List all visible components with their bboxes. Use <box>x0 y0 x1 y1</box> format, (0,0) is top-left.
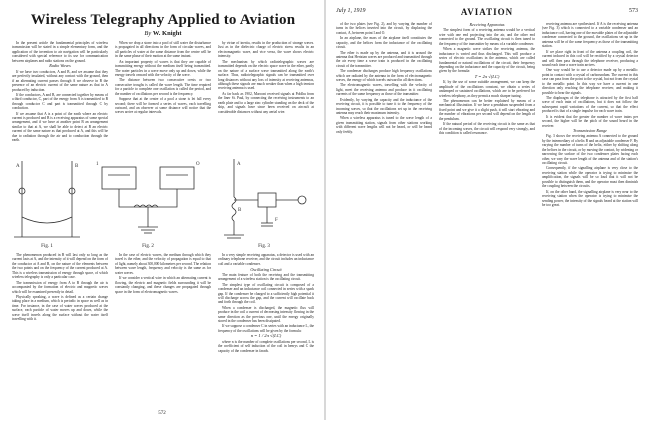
left-page <box>0 0 324 420</box>
figure-3-diagram <box>214 157 314 243</box>
paragraph: If the conductors, A and B, are connected together by means of a third conductor, C, part of the energy from A is transmitted to B through conductor C and part is transmitted through C by conduction. <box>12 92 108 111</box>
left-col-3-cont <box>218 253 314 429</box>
figure-1-diagram <box>12 157 82 243</box>
section-heading-oscillating-circuit: Oscillating Circuit <box>250 266 282 272</box>
right-col-3 <box>542 22 638 422</box>
paragraph: The ether is made up by the antenna, and it is around the antenna that Hertzian waves are produced and transmitted through the air every time a wave train is produced in the oscillating circuit of the transmitter. <box>336 50 432 68</box>
svg-text:A: A <box>16 164 20 169</box>
left-col-2 <box>115 41 211 149</box>
left-col-1-cont <box>12 253 108 429</box>
section-heading-receiving-apparatus: Receiving Apparatus <box>469 22 505 28</box>
running-header <box>336 8 638 18</box>
paragraph: of the two plates (see Fig. 2), and by varying the number of turns in the helices inserted into the circuit, by displacing the contact, A, between point I and O. <box>336 22 432 35</box>
paragraph: where n is the number of complete oscillations per second, L is the coefficient of self induction of the coil in henrys and C the capacity of the condenser in farads. <box>218 339 314 353</box>
figures-row <box>12 153 314 249</box>
figure-3 <box>214 157 314 249</box>
paragraph: In the present article the fundamental principles of wireless transmission will be stated in a simple elementary form, and the application of the invention to air navigation will be particularly considered with special reference to its use for communication between airplanes and radio stations on the ground. <box>12 41 108 63</box>
figure-1 <box>12 157 82 249</box>
issue-date: July 1, 1919 <box>336 8 366 14</box>
paragraph: The distance between two consecutive crests or two consecutive troughs is called the wave length. The time required for a particle to complete one oscillation is called the period, and the number of oscillations per second is the frequency. <box>115 78 211 96</box>
author-name: W. Knight <box>152 30 182 37</box>
figure-2-diagram <box>88 157 208 243</box>
paragraph: When we drop a stone into a pool of still water the disturbance is propagated in all directions in the form of circular waves, and all particles of water at the same distance from the centre will be in the same phase of their motion at the same instant. <box>115 41 211 59</box>
paragraph: If we assume that A is a point of the earth where an electric current is produced and B is a receiving apparatus of some special arrangement, and if we have at another point B an arrangement similar to that at A, we shall be able to detect at B an electric current of the same nature as that produced at A, and this will be due to radiation through the air and to conduction through the earth. <box>12 111 108 143</box>
paragraph: If we consider a vertical wire in which an alternating current is flowing, the electric and magnetic fields surrounding it will be constantly changing, and these changes are propagated through space in the form of electromagnetic waves. <box>115 276 211 294</box>
paragraph: When a condenser is discharged, the magnetic flux will produce in the coil a current of decreasing intensity flowing in the same direction as the previous one, until the energy originally stored in the condenser has been dissipated. <box>218 305 314 324</box>
left-page-number: 572 <box>158 411 166 416</box>
paragraph: by virtue of inertia, results in the production of strange waves. Just as in the dielectric charge of electric stress results in an electromagnetic wave, and vice versa, the wave shows electric intensity. <box>218 41 314 59</box>
paragraph: The transmission of energy from A to B through the air is accompanied by the formation of electric and magnetic waves which will be examined presently in detail. <box>12 280 108 294</box>
paragraph: If we place right in front of the antenna a coupling coil, the current induced in this coil will be rectified by a crystal detector and will then pass through the telephone receiver, producing a sound each time a wave train arrives. <box>542 49 638 67</box>
svg-text:B: B <box>75 164 79 169</box>
paragraph: receiving antenna are synthesized. If A is the receiving antenna (see Fig. 3) which is connected to a variable condenser and an inductance coil, having one of the movable plates of the adjustable condenser connected to the ground, the oscillations set up in the antenna will be of the same frequency as those of the transmitting station. <box>542 22 638 49</box>
svg-text:A: A <box>237 162 241 167</box>
paragraph: The mechanism by which radiotelegraphic waves are transmitted depends on the electric space wave in the ether, partly on the nature of a surface wave transmitted along the earth's surface. Thus, radiotelegraphic signals can be transmitted over long distances without any loss of intensity at receiving antennas, although these signals are much weaker than when a high tension receiving antenna is used. <box>218 59 314 91</box>
svg-text:B: B <box>238 208 242 213</box>
paragraph: The simplest form of a receiving antenna would be a vertical wire with one end projecting into the air, and the other end connected to the ground. The oscillating circuit is then tuned to the frequency of the transmitter by means of a variable condenser. <box>439 28 535 46</box>
paragraph: The phenomenon produced in B will last only so long as the current lasts at A, and the intensity of it will depend on the form of the conductor at A and B, on the nature of the elements between the two points and on the frequency of the current produced at A. This is a wireless transmission of energy through space, of which wireless telegraphy is only a particular case. <box>12 253 108 280</box>
paragraph: As far back as 1902, Marconi received signals at Poldhu from the liner St. Paul, by connecting the receiving instruments to an earth plate and to a large zinc cylinder standing on the deck of the ship, and signals have since been received on aircraft at considerable distances without any aerial wire. <box>218 91 314 114</box>
magazine-name: AVIATION <box>460 7 514 17</box>
paragraph: Evidently, by varying the capacity and the inductance of the receiving circuit, it is possible to tune it to the frequency of the incoming waves, so that the oscillations set up in the receiving antenna may reach their maximum intensity. <box>336 97 432 116</box>
paragraph: If, on the other hand, the signalling airplane is very near to the receiving station when the operator is trying to minimise the sending power, the intensity of the signals heard at the station will be too great. <box>542 189 638 207</box>
svg-text:O: O <box>196 162 200 167</box>
paragraph: The diaphragm of the telephone is attracted by the first half wave of each train of oscillations, but it does not follow the subsequent rapid variations of the current, so that the effect produced is that of a single impulse for each wave train. <box>542 95 638 114</box>
figure-2-caption: Fig. 2 <box>142 244 154 249</box>
svg-text:1: 1 <box>96 162 99 167</box>
figure-2 <box>88 157 208 249</box>
section-heading-radio-waves: Radio Waves <box>49 63 71 69</box>
formula-period: T = 2π √(LC) <box>474 73 500 79</box>
paragraph: Physically speaking, a wave is defined as a certain change taking place in a medium, which is periodic in space as well as in time. For instance, in the case of water waves produced at the surface, each particle of water moves up and down, while the wave itself travels along the surface without the water itself travelling with it. <box>12 294 108 322</box>
figure-3-caption: Fig. 3 <box>258 244 270 249</box>
formula-frequency: n = 1 / 2π √(LC) <box>250 333 282 339</box>
article-title: Wireless Telegraphy Applied to Aviation <box>30 12 296 28</box>
byline-prefix: By <box>144 30 152 37</box>
right-col-1 <box>336 22 432 422</box>
left-columns-top <box>12 41 314 149</box>
right-columns <box>336 22 638 422</box>
svg-text:F: F <box>275 218 278 223</box>
right-page-number: 573 <box>629 8 638 14</box>
paragraph: If, by the use of some suitable arrangement, we can keep the amplitude of the oscillations constant, we obtain a series of undamped or sustained oscillations, which are to be preferred for wireless telephony, as they permit a much sharper tuning. <box>439 80 535 98</box>
paragraph: Fig. 3 shows the receiving antenna A connected to the ground by the intermediary of a helix B and an adjustable condenser F. By varying the number of turns of the helix, either by shifting along the helices in the circuit, or by moving the contact, by widening or narrowing the surface of the two condenser plates facing each other, we vary the wave length of the antenna and of the station's oscillating circuit. <box>542 134 638 166</box>
right-col-2 <box>439 22 535 422</box>
paragraph: In an airplane, the mass of the airplane itself constitutes the capacity, and the helices form the inductance of the oscillating circuit. <box>336 36 432 50</box>
paragraph: An important property of waves is that they are capable of transmitting energy without the medium itself being transmitted. The water particles in a wave move only up and down, while the energy travels onward with the velocity of the wave. <box>115 59 211 78</box>
paragraph: If we suppose a condenser C in series with an inductance L, the frequency of the oscillations will be given by the formula: <box>218 324 314 333</box>
paragraph: The condenser discharges produce high frequency oscillations which are radiated by the antenna in the form of electromagnetic waves, the energy of which travels outward in all directions. <box>336 69 432 83</box>
paragraph: In a very simple receiving apparatus, a detector is used with an ordinary telephone receiver, and the circuit includes an inductance coil and a variable condenser. <box>218 253 314 266</box>
left-col-1 <box>12 41 108 149</box>
paragraph: The phenomenon can be better explained by means of a mechanical illustration. If we have a pendulum suspended from a fixed point and we give it a slight push, it will start vibrating and the number of vibrations per second will depend on the length of the pendulum. <box>439 99 535 121</box>
section-heading-transmission-range: Transmission Range <box>572 128 608 134</box>
paragraph: One way would be to use a detector made up by a metallic point in contact with a crystal of carborundum. The current in this case can pass from the point to the crystal, but not from the crystal to the metallic point. In this way we have a current in one direction only reaching the telephone receiver, and making it possible to hear the signals. <box>542 68 638 95</box>
left-col-3 <box>218 41 314 149</box>
paragraph: If we have two conductors, A and B, and we assume that they are perfectly insulated, without any contact with the ground, then if an alternating current passes through A we observe in B the presence of an electric current of the same nature as that in A produced by induction. <box>12 69 108 92</box>
left-columns-bottom <box>12 253 314 429</box>
paragraph: The main feature of both the receiving and the transmitting arrangement of a wireless station is the oscillating circuit. <box>218 272 314 282</box>
byline <box>12 30 314 37</box>
paragraph: It is evident that the greater the number of wave trains per second, the higher will be the pitch of the sound heard in the receiver. <box>542 114 638 128</box>
paragraph: The simplest type of oscillating circuit is composed of a condenser and an inductance coil connected in series with a spark gap. If the condenser be charged to a sufficiently high potential it will discharge across the gap, and the current will oscillate back and forth through the coil. <box>218 282 314 305</box>
paragraph: Suppose that at the centre of a pool a stone is let fall every second; there will be formed a series of waves, each travelling outward, and an observer at some distance will notice that the waves arrive at regular intervals. <box>115 97 211 115</box>
paragraph: When a wireless apparatus is tuned to the wave length of a given transmitting station, signals from other stations working with different wave lengths will not be heard, or will be heard only feebly. <box>336 116 432 134</box>
paragraph: The electromagnetic waves, travelling with the velocity of light, meet the receiving antenna and produce in it oscillating currents of the same frequency as those of the transmitter. <box>336 83 432 97</box>
paragraph: In the case of electric waves, the medium through which they travel is the ether, and the velocity of propagation is equal to that of light, namely about 300,000 kilometres per second. The relation between wave length, frequency and velocity is the same as for water waves. <box>115 253 211 275</box>
right-page <box>326 0 650 420</box>
paragraph: When a magnetic wave strikes the receiving antenna, the inductance is varied and thus discharged. This will produce a series of electric oscillations in the antenna, which are called fundamental or natural oscillations of the circuit, their frequency depending on the inductance and the capacity of the circuit, being given by the formula: <box>439 47 535 74</box>
paragraph: If the natural period of the receiving circuit is the same as that of the incoming waves, the circuit will respond very strongly, and this condition is called resonance. <box>439 122 535 136</box>
paragraph: Consequently, if the signalling airplane is very close to the receiving station while the operator is trying to minimise the amplification, the signals will be so loud that it will not be possible to distinguish them, and the operator must then diminish the coupling between the circuits. <box>542 166 638 189</box>
left-col-2-cont <box>115 253 211 429</box>
figure-1-caption: Fig. 1 <box>41 244 53 249</box>
